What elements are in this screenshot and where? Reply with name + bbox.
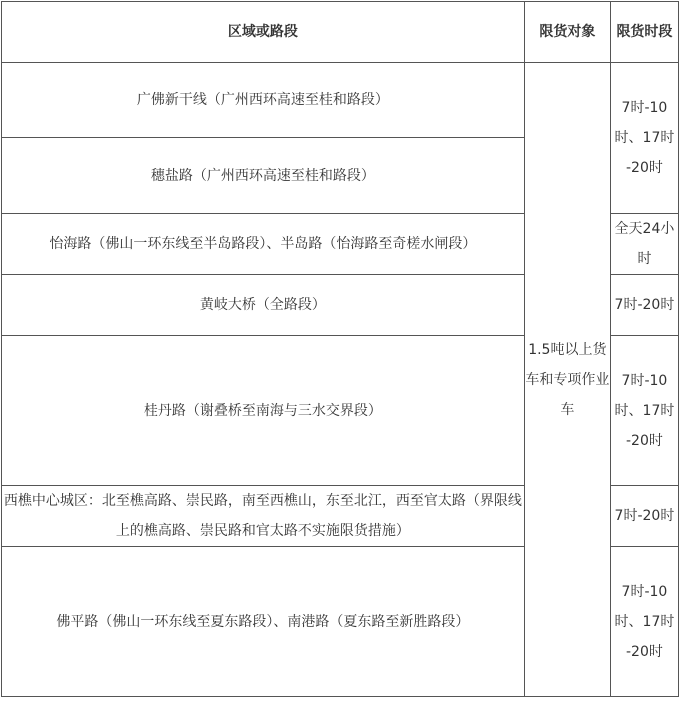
period-cell: 7时-10时、17时 -20时 [610, 336, 678, 486]
period-cell: 全天24小时 [610, 214, 678, 275]
area-cell: 怡海路（佛山一环东线至半岛路段）、半岛路（怡海路至奇槎水闸段） [2, 214, 525, 275]
period-cell: 7时-10时、17时 -20时 [610, 63, 678, 214]
area-cell: 黄岐大桥（全路段） [2, 275, 525, 336]
area-cell: 西樵中心城区：北至樵高路、崇民路，南至西樵山，东至北江，西至官太路（界限线上的樵高路、崇民路和官太路不实施限货措施） [2, 486, 525, 547]
table-header-row [2, 2, 679, 63]
header-target: 限货对象 [524, 2, 610, 63]
area-cell: 穗盐路（广州西环高速至桂和路段） [2, 138, 525, 214]
table-row [2, 63, 679, 138]
period-cell: 7时-20时 [610, 486, 678, 547]
truck-restriction-table [1, 1, 679, 697]
target-cell: 1.5吨以上货车和专项作业车 [524, 63, 610, 697]
period-cell: 7时-10时、17时 -20时 [610, 547, 678, 697]
area-cell: 广佛新干线（广州西环高速至桂和路段） [2, 63, 525, 138]
header-period: 限货时段 [610, 2, 678, 63]
period-cell: 7时-20时 [610, 275, 678, 336]
header-area: 区域或路段 [2, 2, 525, 63]
area-cell: 桂丹路（谢叠桥至南海与三水交界段） [2, 336, 525, 486]
area-cell: 佛平路（佛山一环东线至夏东路段）、南港路（夏东路至新胜路段） [2, 547, 525, 697]
